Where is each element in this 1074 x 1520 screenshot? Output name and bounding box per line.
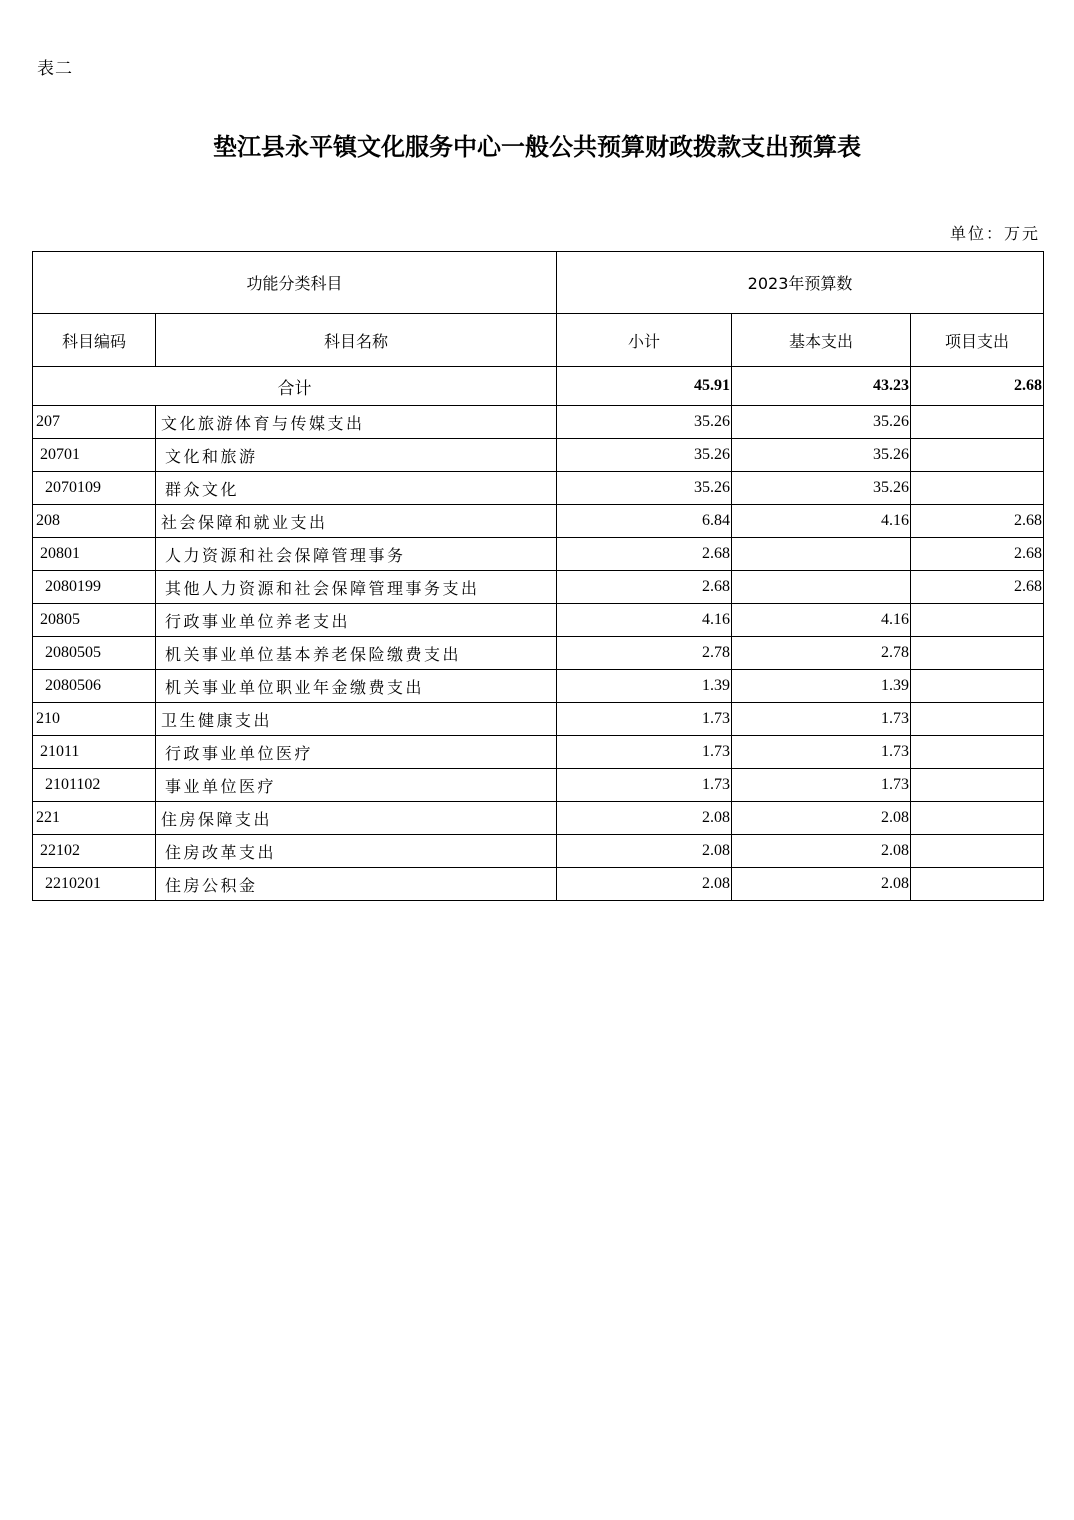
row-name: 社会保障和就业支出 (156, 505, 557, 538)
row-subtotal: 2.68 (557, 571, 732, 604)
table-row (33, 505, 1044, 538)
row-code: 221 (33, 802, 156, 835)
row-basic (732, 538, 911, 571)
row-code: 2101102 (33, 769, 156, 802)
row-basic: 2.08 (732, 802, 911, 835)
row-code: 20805 (33, 604, 156, 637)
row-name: 行政事业单位养老支出 (156, 604, 557, 637)
table-row (33, 769, 1044, 802)
table-row (33, 670, 1044, 703)
total-basic: 43.23 (732, 367, 911, 406)
row-name: 文化旅游体育与传媒支出 (156, 406, 557, 439)
row-project (911, 604, 1044, 637)
row-code: 22102 (33, 835, 156, 868)
row-basic: 2.08 (732, 868, 911, 901)
row-name: 住房保障支出 (156, 802, 557, 835)
row-code: 20801 (33, 538, 156, 571)
row-basic (732, 571, 911, 604)
row-basic: 1.73 (732, 736, 911, 769)
total-row (33, 367, 1044, 406)
row-name: 卫生健康支出 (156, 703, 557, 736)
row-basic: 1.73 (732, 703, 911, 736)
row-subtotal: 2.08 (557, 868, 732, 901)
row-code: 2080199 (33, 571, 156, 604)
row-project (911, 703, 1044, 736)
row-subtotal: 4.16 (557, 604, 732, 637)
row-project (911, 670, 1044, 703)
table-row (33, 604, 1044, 637)
row-name: 文化和旅游 (156, 439, 557, 472)
row-code: 2070109 (33, 472, 156, 505)
row-project (911, 769, 1044, 802)
row-subtotal: 1.73 (557, 736, 732, 769)
row-project (911, 835, 1044, 868)
row-basic: 35.26 (732, 439, 911, 472)
row-name: 行政事业单位医疗 (156, 736, 557, 769)
table-row (33, 736, 1044, 769)
table-row (33, 703, 1044, 736)
row-basic: 4.16 (732, 505, 911, 538)
table-row (33, 406, 1044, 439)
row-subtotal: 1.73 (557, 769, 732, 802)
row-code: 210 (33, 703, 156, 736)
table-row (33, 439, 1044, 472)
row-subtotal: 2.68 (557, 538, 732, 571)
table-row (33, 802, 1044, 835)
row-project (911, 472, 1044, 505)
classification-header: 功能分类科目 (33, 252, 557, 314)
total-project: 2.68 (911, 367, 1044, 406)
row-basic: 4.16 (732, 604, 911, 637)
row-name: 机关事业单位职业年金缴费支出 (156, 670, 557, 703)
budget-table (32, 251, 1044, 901)
row-basic: 2.08 (732, 835, 911, 868)
row-project (911, 439, 1044, 472)
page-title: 垫江县永平镇文化服务中心一般公共预算财政拨款支出预算表 (213, 132, 861, 161)
row-subtotal: 2.78 (557, 637, 732, 670)
row-basic: 1.73 (732, 769, 911, 802)
row-code: 2080505 (33, 637, 156, 670)
total-subtotal: 45.91 (557, 367, 732, 406)
code-header: 科目编码 (33, 314, 156, 367)
row-subtotal: 6.84 (557, 505, 732, 538)
row-name: 其他人力资源和社会保障管理事务支出 (156, 571, 557, 604)
table-row (33, 637, 1044, 670)
row-basic: 35.26 (732, 406, 911, 439)
row-subtotal: 35.26 (557, 406, 732, 439)
row-name: 事业单位医疗 (156, 769, 557, 802)
table-row (33, 835, 1044, 868)
row-code: 21011 (33, 736, 156, 769)
row-subtotal: 2.08 (557, 802, 732, 835)
row-name: 住房改革支出 (156, 835, 557, 868)
sheet-label: 表二 (37, 59, 73, 79)
total-label: 合计 (33, 367, 557, 406)
row-name: 人力资源和社会保障管理事务 (156, 538, 557, 571)
row-subtotal: 35.26 (557, 472, 732, 505)
table-row (33, 538, 1044, 571)
header-row-1 (33, 252, 1044, 314)
subtotal-header: 小计 (557, 314, 732, 367)
row-project: 2.68 (911, 571, 1044, 604)
unit-label: 单位：万元 (949, 224, 1040, 243)
table-body (33, 252, 1044, 901)
row-project: 2.68 (911, 505, 1044, 538)
budget-year-header: 2023年预算数 (557, 252, 1044, 314)
row-project (911, 637, 1044, 670)
row-subtotal: 1.39 (557, 670, 732, 703)
row-code: 208 (33, 505, 156, 538)
row-project: 2.68 (911, 538, 1044, 571)
table-row (33, 472, 1044, 505)
project-header: 项目支出 (911, 314, 1044, 367)
row-name: 住房公积金 (156, 868, 557, 901)
row-project (911, 802, 1044, 835)
row-subtotal: 1.73 (557, 703, 732, 736)
row-code: 20701 (33, 439, 156, 472)
row-code: 2080506 (33, 670, 156, 703)
row-code: 2210201 (33, 868, 156, 901)
row-project (911, 406, 1044, 439)
row-project (911, 868, 1044, 901)
basic-header: 基本支出 (732, 314, 911, 367)
table-row (33, 868, 1044, 901)
row-code: 207 (33, 406, 156, 439)
row-basic: 2.78 (732, 637, 911, 670)
row-subtotal: 35.26 (557, 439, 732, 472)
header-row-2 (33, 314, 1044, 367)
row-name: 机关事业单位基本养老保险缴费支出 (156, 637, 557, 670)
row-project (911, 736, 1044, 769)
row-basic: 35.26 (732, 472, 911, 505)
row-subtotal: 2.08 (557, 835, 732, 868)
table-row (33, 571, 1044, 604)
name-header: 科目名称 (156, 314, 557, 367)
row-name: 群众文化 (156, 472, 557, 505)
row-basic: 1.39 (732, 670, 911, 703)
